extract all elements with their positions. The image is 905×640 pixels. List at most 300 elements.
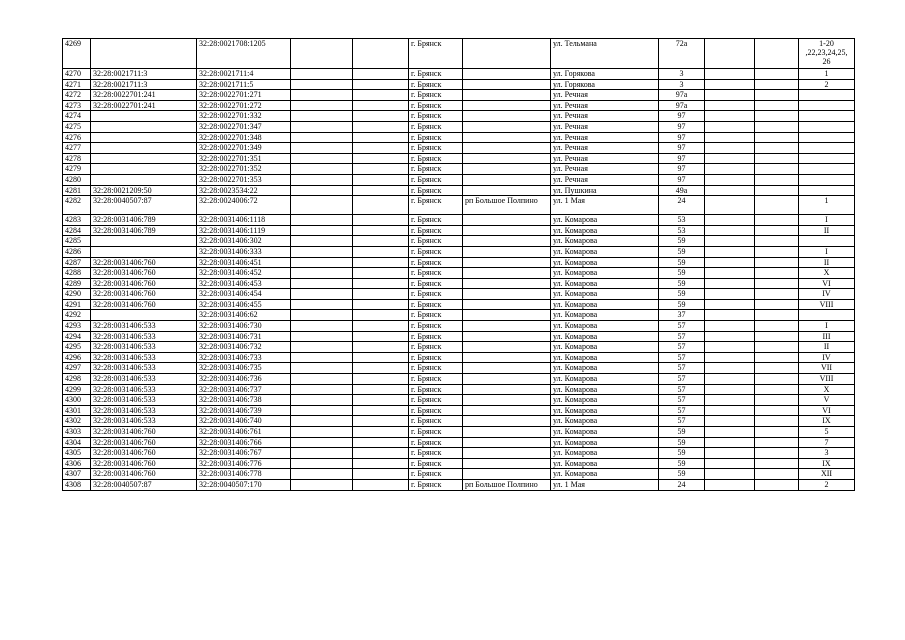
empty-cell xyxy=(705,225,755,236)
house-number-cell: 57 xyxy=(659,395,705,406)
empty-cell xyxy=(291,416,353,427)
city-cell: г. Брянск xyxy=(409,69,463,80)
row-number-cell: 4280 xyxy=(63,174,91,185)
empty-cell xyxy=(291,374,353,385)
table-row xyxy=(63,185,855,196)
empty-cell xyxy=(705,143,755,154)
empty-cell xyxy=(755,395,799,406)
prior-cadastral-number-cell: 32:28:0031406:760 xyxy=(91,448,197,459)
street-cell: ул. Комарова xyxy=(551,395,659,406)
prior-cadastral-number-cell: 32:28:0031406:760 xyxy=(91,257,197,268)
empty-cell xyxy=(291,342,353,353)
settlement-cell: рп Большое Полпино xyxy=(463,479,551,490)
street-cell: ул. Комарова xyxy=(551,289,659,300)
street-cell: ул. Горякова xyxy=(551,79,659,90)
street-cell: ул. Комарова xyxy=(551,236,659,247)
settlement-cell xyxy=(463,236,551,247)
house-number-cell: 59 xyxy=(659,448,705,459)
row-number-cell: 4298 xyxy=(63,374,91,385)
empty-cell xyxy=(705,174,755,185)
empty-cell xyxy=(705,299,755,310)
empty-cell xyxy=(353,39,409,69)
row-number-cell: 4286 xyxy=(63,246,91,257)
house-number-cell: 59 xyxy=(659,469,705,480)
empty-cell xyxy=(353,196,409,215)
empty-cell xyxy=(353,342,409,353)
empty-cell xyxy=(705,363,755,374)
cadastral-number-cell: 32:28:0031406:454 xyxy=(197,289,291,300)
empty-cell xyxy=(353,246,409,257)
house-number-cell: 97 xyxy=(659,174,705,185)
row-number-cell: 4303 xyxy=(63,427,91,438)
empty-cell xyxy=(353,174,409,185)
empty-cell xyxy=(755,384,799,395)
city-cell: г. Брянск xyxy=(409,257,463,268)
empty-cell xyxy=(353,225,409,236)
prior-cadastral-number-cell: 32:28:0031406:533 xyxy=(91,363,197,374)
empty-cell xyxy=(353,111,409,122)
prior-cadastral-number-cell: 32:28:0031406:760 xyxy=(91,427,197,438)
table-row xyxy=(63,321,855,332)
empty-cell xyxy=(291,437,353,448)
row-number-cell: 4275 xyxy=(63,121,91,132)
empty-cell xyxy=(705,352,755,363)
prior-cadastral-number-cell xyxy=(91,111,197,122)
empty-cell xyxy=(291,427,353,438)
table-row xyxy=(63,310,855,321)
street-cell: ул. Речная xyxy=(551,143,659,154)
house-number-cell: 24 xyxy=(659,196,705,215)
row-number-cell: 4292 xyxy=(63,310,91,321)
empty-cell xyxy=(755,469,799,480)
empty-cell xyxy=(291,39,353,69)
empty-cell xyxy=(291,143,353,154)
street-cell: ул. Речная xyxy=(551,90,659,101)
table-row xyxy=(63,479,855,490)
empty-cell xyxy=(291,132,353,143)
empty-cell xyxy=(353,268,409,279)
prior-cadastral-number-cell: 32:28:0031406:789 xyxy=(91,225,197,236)
cadastral-number-cell: 32:28:0022701:332 xyxy=(197,111,291,122)
city-cell: г. Брянск xyxy=(409,342,463,353)
street-cell: ул. Речная xyxy=(551,174,659,185)
prior-cadastral-number-cell xyxy=(91,132,197,143)
settlement-cell xyxy=(463,225,551,236)
row-number-cell: 4277 xyxy=(63,143,91,154)
empty-cell xyxy=(353,257,409,268)
city-cell: г. Брянск xyxy=(409,363,463,374)
house-number-cell: 59 xyxy=(659,437,705,448)
apartment-number-cell xyxy=(799,164,855,175)
empty-cell xyxy=(755,374,799,385)
apartment-number-cell xyxy=(799,111,855,122)
settlement-cell xyxy=(463,437,551,448)
street-cell: ул. Речная xyxy=(551,132,659,143)
property-register-table xyxy=(62,38,855,491)
city-cell: г. Брянск xyxy=(409,331,463,342)
table-row xyxy=(63,215,855,226)
empty-cell xyxy=(353,331,409,342)
prior-cadastral-number-cell: 32:28:0021711:3 xyxy=(91,69,197,80)
empty-cell xyxy=(291,448,353,459)
empty-cell xyxy=(755,196,799,215)
city-cell: г. Брянск xyxy=(409,236,463,247)
street-cell: ул. Комарова xyxy=(551,352,659,363)
house-number-cell: 97 xyxy=(659,153,705,164)
house-number-cell: 59 xyxy=(659,236,705,247)
settlement-cell xyxy=(463,363,551,374)
empty-cell xyxy=(353,363,409,374)
prior-cadastral-number-cell xyxy=(91,39,197,69)
apartment-number-cell: X xyxy=(799,384,855,395)
apartment-number-cell: 1 xyxy=(799,196,855,215)
house-number-cell: 97а xyxy=(659,100,705,111)
prior-cadastral-number-cell: 32:28:0022701:241 xyxy=(91,100,197,111)
row-number-cell: 4269 xyxy=(63,39,91,69)
city-cell: г. Брянск xyxy=(409,374,463,385)
empty-cell xyxy=(755,321,799,332)
street-cell: ул. Комарова xyxy=(551,225,659,236)
cadastral-number-cell: 32:28:0031406:455 xyxy=(197,299,291,310)
table-row xyxy=(63,236,855,247)
empty-cell xyxy=(705,39,755,69)
settlement-cell xyxy=(463,278,551,289)
table-row xyxy=(63,164,855,175)
apartment-number-cell xyxy=(799,121,855,132)
house-number-cell: 59 xyxy=(659,299,705,310)
settlement-cell xyxy=(463,90,551,101)
table-body xyxy=(63,39,855,491)
empty-cell xyxy=(755,437,799,448)
empty-cell xyxy=(705,185,755,196)
empty-cell xyxy=(353,427,409,438)
empty-cell xyxy=(755,268,799,279)
city-cell: г. Брянск xyxy=(409,100,463,111)
cadastral-number-cell: 32:28:0022701:349 xyxy=(197,143,291,154)
settlement-cell xyxy=(463,132,551,143)
empty-cell xyxy=(705,321,755,332)
prior-cadastral-number-cell: 32:28:0031406:533 xyxy=(91,342,197,353)
city-cell: г. Брянск xyxy=(409,268,463,279)
street-cell: ул. Речная xyxy=(551,100,659,111)
prior-cadastral-number-cell xyxy=(91,310,197,321)
table-row xyxy=(63,225,855,236)
empty-cell xyxy=(705,448,755,459)
cadastral-number-cell: 32:28:0023534:22 xyxy=(197,185,291,196)
settlement-cell xyxy=(463,174,551,185)
empty-cell xyxy=(755,39,799,69)
empty-cell xyxy=(755,458,799,469)
empty-cell xyxy=(705,458,755,469)
prior-cadastral-number-cell: 32:28:0031406:760 xyxy=(91,458,197,469)
empty-cell xyxy=(353,121,409,132)
empty-cell xyxy=(291,185,353,196)
prior-cadastral-number-cell: 32:28:0031406:760 xyxy=(91,278,197,289)
house-number-cell: 72а xyxy=(659,39,705,69)
apartment-number-cell: IV xyxy=(799,289,855,300)
empty-cell xyxy=(291,395,353,406)
cadastral-number-cell: 32:28:0031406:761 xyxy=(197,427,291,438)
house-number-cell: 49а xyxy=(659,185,705,196)
city-cell: г. Брянск xyxy=(409,384,463,395)
cadastral-number-cell: 32:28:0031406:738 xyxy=(197,395,291,406)
empty-cell xyxy=(755,225,799,236)
empty-cell xyxy=(291,321,353,332)
empty-cell xyxy=(705,257,755,268)
city-cell: г. Брянск xyxy=(409,215,463,226)
settlement-cell xyxy=(463,246,551,257)
empty-cell xyxy=(755,416,799,427)
city-cell: г. Брянск xyxy=(409,132,463,143)
empty-cell xyxy=(353,289,409,300)
settlement-cell xyxy=(463,79,551,90)
table-row xyxy=(63,299,855,310)
settlement-cell xyxy=(463,405,551,416)
apartment-number-cell: VII xyxy=(799,363,855,374)
empty-cell xyxy=(755,132,799,143)
empty-cell xyxy=(755,479,799,490)
street-cell: ул. Комарова xyxy=(551,215,659,226)
cadastral-number-cell: 32:28:0031406:767 xyxy=(197,448,291,459)
empty-cell xyxy=(755,69,799,80)
empty-cell xyxy=(705,427,755,438)
empty-cell xyxy=(705,69,755,80)
empty-cell xyxy=(755,257,799,268)
street-cell: ул. Комарова xyxy=(551,246,659,257)
empty-cell xyxy=(705,246,755,257)
prior-cadastral-number-cell: 32:28:0031406:533 xyxy=(91,331,197,342)
empty-cell xyxy=(353,164,409,175)
house-number-cell: 59 xyxy=(659,278,705,289)
cadastral-number-cell: 32:28:0031406:452 xyxy=(197,268,291,279)
house-number-cell: 3 xyxy=(659,79,705,90)
house-number-cell: 24 xyxy=(659,479,705,490)
prior-cadastral-number-cell: 32:28:0031406:533 xyxy=(91,395,197,406)
row-number-cell: 4287 xyxy=(63,257,91,268)
empty-cell xyxy=(755,215,799,226)
empty-cell xyxy=(353,310,409,321)
prior-cadastral-number-cell xyxy=(91,153,197,164)
apartment-number-cell xyxy=(799,236,855,247)
row-number-cell: 4283 xyxy=(63,215,91,226)
street-cell: ул. Комарова xyxy=(551,331,659,342)
cadastral-number-cell: 32:28:0022701:352 xyxy=(197,164,291,175)
empty-cell xyxy=(705,79,755,90)
house-number-cell: 53 xyxy=(659,225,705,236)
empty-cell xyxy=(755,342,799,353)
row-number-cell: 4284 xyxy=(63,225,91,236)
cadastral-number-cell: 32:28:0031406:731 xyxy=(197,331,291,342)
table-row xyxy=(63,111,855,122)
settlement-cell xyxy=(463,153,551,164)
row-number-cell: 4289 xyxy=(63,278,91,289)
cadastral-number-cell: 32:28:0031406:733 xyxy=(197,352,291,363)
settlement-cell: рп Большое Полпино xyxy=(463,196,551,215)
settlement-cell xyxy=(463,100,551,111)
prior-cadastral-number-cell: 32:28:0031406:533 xyxy=(91,384,197,395)
apartment-number-cell xyxy=(799,90,855,101)
prior-cadastral-number-cell xyxy=(91,246,197,257)
apartment-number-cell: 1-20 ,22,23,24,25, 26 xyxy=(799,39,855,69)
prior-cadastral-number-cell xyxy=(91,143,197,154)
empty-cell xyxy=(705,469,755,480)
apartment-number-cell: VI xyxy=(799,405,855,416)
empty-cell xyxy=(353,143,409,154)
house-number-cell: 57 xyxy=(659,374,705,385)
apartment-number-cell: III xyxy=(799,331,855,342)
cadastral-number-cell: 32:28:0031406:735 xyxy=(197,363,291,374)
row-number-cell: 4308 xyxy=(63,479,91,490)
settlement-cell xyxy=(463,289,551,300)
street-cell: ул. Комарова xyxy=(551,321,659,332)
prior-cadastral-number-cell: 32:28:0031406:533 xyxy=(91,405,197,416)
row-number-cell: 4294 xyxy=(63,331,91,342)
empty-cell xyxy=(353,79,409,90)
table-row xyxy=(63,132,855,143)
cadastral-number-cell: 32:28:0021708:1205 xyxy=(197,39,291,69)
empty-cell xyxy=(705,310,755,321)
empty-cell xyxy=(705,479,755,490)
street-cell: ул. Комарова xyxy=(551,384,659,395)
house-number-cell: 37 xyxy=(659,310,705,321)
cadastral-number-cell: 32:28:0031406:730 xyxy=(197,321,291,332)
apartment-number-cell xyxy=(799,310,855,321)
apartment-number-cell: II xyxy=(799,257,855,268)
row-number-cell: 4293 xyxy=(63,321,91,332)
settlement-cell xyxy=(463,164,551,175)
empty-cell xyxy=(291,310,353,321)
table-row xyxy=(63,121,855,132)
empty-cell xyxy=(705,342,755,353)
apartment-number-cell: IX xyxy=(799,416,855,427)
house-number-cell: 57 xyxy=(659,384,705,395)
street-cell: ул. Комарова xyxy=(551,342,659,353)
street-cell: ул. Тельмана xyxy=(551,39,659,69)
empty-cell xyxy=(705,215,755,226)
prior-cadastral-number-cell xyxy=(91,236,197,247)
empty-cell xyxy=(353,90,409,101)
city-cell: г. Брянск xyxy=(409,352,463,363)
empty-cell xyxy=(705,111,755,122)
row-number-cell: 4272 xyxy=(63,90,91,101)
prior-cadastral-number-cell: 32:28:0031406:533 xyxy=(91,352,197,363)
city-cell: г. Брянск xyxy=(409,416,463,427)
table-row xyxy=(63,278,855,289)
street-cell: ул. Комарова xyxy=(551,427,659,438)
table-row xyxy=(63,289,855,300)
cadastral-number-cell: 32:28:0031406:1118 xyxy=(197,215,291,226)
empty-cell xyxy=(291,458,353,469)
settlement-cell xyxy=(463,310,551,321)
settlement-cell xyxy=(463,39,551,69)
settlement-cell xyxy=(463,352,551,363)
city-cell: г. Брянск xyxy=(409,90,463,101)
cadastral-number-cell: 32:28:0021711:5 xyxy=(197,79,291,90)
empty-cell xyxy=(353,416,409,427)
apartment-number-cell: VIII xyxy=(799,299,855,310)
table-row xyxy=(63,246,855,257)
empty-cell xyxy=(705,289,755,300)
table-row xyxy=(63,427,855,438)
empty-cell xyxy=(353,185,409,196)
house-number-cell: 59 xyxy=(659,289,705,300)
city-cell: г. Брянск xyxy=(409,479,463,490)
city-cell: г. Брянск xyxy=(409,174,463,185)
table-row xyxy=(63,196,855,215)
empty-cell xyxy=(291,278,353,289)
apartment-number-cell xyxy=(799,153,855,164)
house-number-cell: 57 xyxy=(659,363,705,374)
city-cell: г. Брянск xyxy=(409,111,463,122)
street-cell: ул. Комарова xyxy=(551,405,659,416)
empty-cell xyxy=(291,121,353,132)
house-number-cell: 57 xyxy=(659,416,705,427)
cadastral-number-cell: 32:28:0022701:347 xyxy=(197,121,291,132)
apartment-number-cell: IV xyxy=(799,352,855,363)
street-cell: ул. 1 Мая xyxy=(551,479,659,490)
settlement-cell xyxy=(463,458,551,469)
empty-cell xyxy=(353,236,409,247)
table-row xyxy=(63,374,855,385)
house-number-cell: 59 xyxy=(659,458,705,469)
street-cell: ул. Комарова xyxy=(551,374,659,385)
table-row xyxy=(63,416,855,427)
empty-cell xyxy=(755,90,799,101)
apartment-number-cell: 1 xyxy=(799,69,855,80)
empty-cell xyxy=(755,448,799,459)
cadastral-number-cell: 32:28:0021711:4 xyxy=(197,69,291,80)
table-row xyxy=(63,469,855,480)
apartment-number-cell xyxy=(799,185,855,196)
empty-cell xyxy=(291,479,353,490)
empty-cell xyxy=(705,278,755,289)
settlement-cell xyxy=(463,143,551,154)
table-row xyxy=(63,174,855,185)
row-number-cell: 4278 xyxy=(63,153,91,164)
city-cell: г. Брянск xyxy=(409,289,463,300)
empty-cell xyxy=(291,331,353,342)
apartment-number-cell: V xyxy=(799,395,855,406)
apartment-number-cell: 2 xyxy=(799,479,855,490)
row-number-cell: 4304 xyxy=(63,437,91,448)
table-row xyxy=(63,100,855,111)
empty-cell xyxy=(291,299,353,310)
row-number-cell: 4300 xyxy=(63,395,91,406)
street-cell: ул. Комарова xyxy=(551,363,659,374)
empty-cell xyxy=(291,289,353,300)
row-number-cell: 4295 xyxy=(63,342,91,353)
empty-cell xyxy=(705,384,755,395)
empty-cell xyxy=(755,164,799,175)
street-cell: ул. Комарова xyxy=(551,310,659,321)
table-row xyxy=(63,69,855,80)
empty-cell xyxy=(291,246,353,257)
empty-cell xyxy=(755,331,799,342)
row-number-cell: 4281 xyxy=(63,185,91,196)
empty-cell xyxy=(353,395,409,406)
city-cell: г. Брянск xyxy=(409,153,463,164)
settlement-cell xyxy=(463,448,551,459)
city-cell: г. Брянск xyxy=(409,196,463,215)
apartment-number-cell xyxy=(799,132,855,143)
city-cell: г. Брянск xyxy=(409,164,463,175)
empty-cell xyxy=(353,479,409,490)
settlement-cell xyxy=(463,69,551,80)
empty-cell xyxy=(755,121,799,132)
empty-cell xyxy=(353,100,409,111)
apartment-number-cell: VIII xyxy=(799,374,855,385)
city-cell: г. Брянск xyxy=(409,437,463,448)
